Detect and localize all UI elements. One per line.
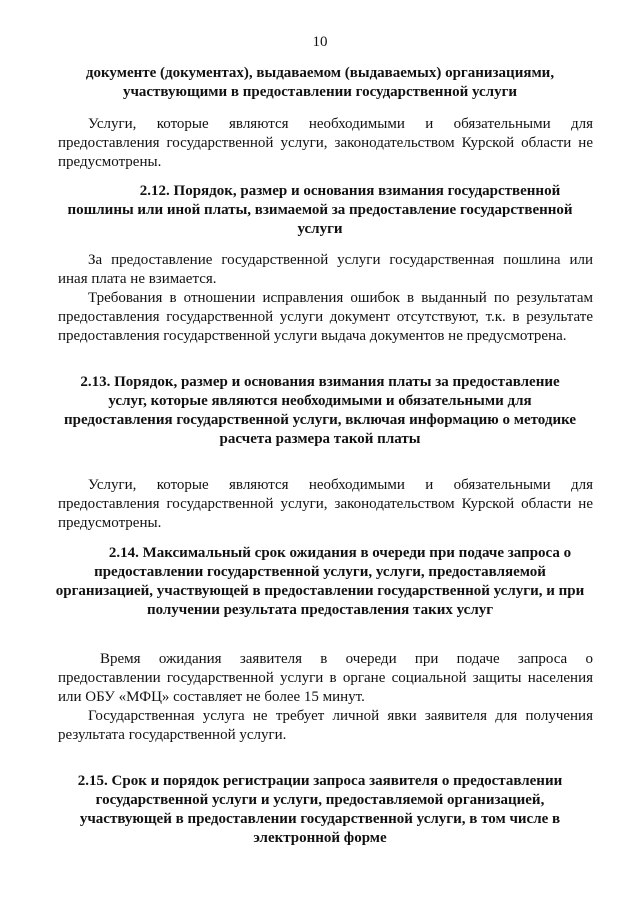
paragraph-line: предусмотрены. bbox=[58, 154, 162, 170]
paragraph-line: результата государственной услуги. bbox=[58, 727, 287, 743]
paragraph-line: предоставления государственной услуги, законодательством Курской области не bbox=[58, 135, 593, 151]
page-number: 10 bbox=[312, 34, 328, 50]
paragraph-line: Услуги, которые являются необходимыми и обязательными для bbox=[88, 477, 593, 493]
section-2-13-heading bbox=[40, 373, 600, 449]
heading-line: документе (документах), выдаваемом (выдаваемых) организациями, bbox=[85, 65, 555, 81]
section-2-12-text bbox=[58, 251, 593, 346]
heading-line: 2.15. Срок и порядок регистрации запроса заявителя о предоставлении bbox=[77, 773, 563, 789]
heading-line: организацией, участвующей в предоставлении государственной услуги, и при bbox=[55, 583, 585, 599]
section-2-14-text bbox=[58, 650, 593, 745]
paragraph-line: Время ожидания заявителя в очереди при подаче запроса о bbox=[100, 651, 593, 667]
paragraph-line: предоставления государственной услуги документ отсутствуют, т.к. в результате bbox=[58, 309, 593, 325]
section-2-14-heading bbox=[40, 544, 600, 620]
heading-line: предоставлении государственной услуги, услуги, предоставляемой bbox=[94, 564, 546, 580]
section-2-12-heading bbox=[40, 182, 600, 239]
paragraph-services-not-required bbox=[58, 115, 593, 172]
paragraph-line: предоставления государственной услуги выдача документов не предусмотрена. bbox=[58, 328, 567, 344]
paragraph-line: предоставлении государственной услуги в органе социальной защиты населения bbox=[58, 670, 593, 686]
paragraph-line: Государственная услуга не требует личной явки заявителя для получения bbox=[88, 708, 593, 724]
heading-line: 2.14. Максимальный срок ожидания в очереди при подаче запроса о bbox=[108, 545, 572, 561]
paragraph-line: За предоставление государственной услуги государственная пошлина или bbox=[88, 252, 593, 268]
heading-line: государственной услуги и услуги, предоставляемой организацией, bbox=[95, 792, 545, 808]
paragraph-line: Требования в отношении исправления ошибок в выданный по результатам bbox=[88, 290, 593, 306]
heading-docs-continuation bbox=[40, 64, 600, 102]
heading-line: получении результата предоставления таких услуг bbox=[146, 602, 494, 618]
heading-line: услуг, которые являются необходимыми и обязательными для bbox=[108, 393, 532, 409]
paragraph-line: иная плата не взимается. bbox=[58, 271, 217, 287]
section-2-15-heading bbox=[40, 772, 600, 848]
heading-line: расчета размера такой платы bbox=[219, 431, 421, 447]
heading-line: электронной форме bbox=[253, 830, 387, 846]
section-2-13-text bbox=[58, 476, 593, 533]
paragraph-line: предусмотрены. bbox=[58, 515, 162, 531]
heading-line: 2.13. Порядок, размер и основания взимания платы за предоставление bbox=[80, 374, 560, 390]
paragraph-line: Услуги, которые являются необходимыми и обязательными для bbox=[88, 116, 593, 132]
heading-line: участвующими в предоставлении государственной услуги bbox=[122, 84, 518, 100]
heading-line: участвующей в предоставлении государственной услуги, в том числе в bbox=[79, 811, 561, 827]
heading-line: пошлины или иной платы, взимаемой за предоставление государственной bbox=[67, 202, 573, 218]
paragraph-line: или ОБУ «МФЦ» составляет не более 15 минут. bbox=[58, 689, 365, 705]
heading-line: предоставления государственной услуги, включая информацию о методике bbox=[63, 412, 577, 428]
heading-line: услуги bbox=[297, 221, 343, 237]
paragraph-line: предоставления государственной услуги, законодательством Курской области не bbox=[58, 496, 593, 512]
heading-line: 2.12. Порядок, размер и основания взимания государственной bbox=[139, 183, 561, 199]
